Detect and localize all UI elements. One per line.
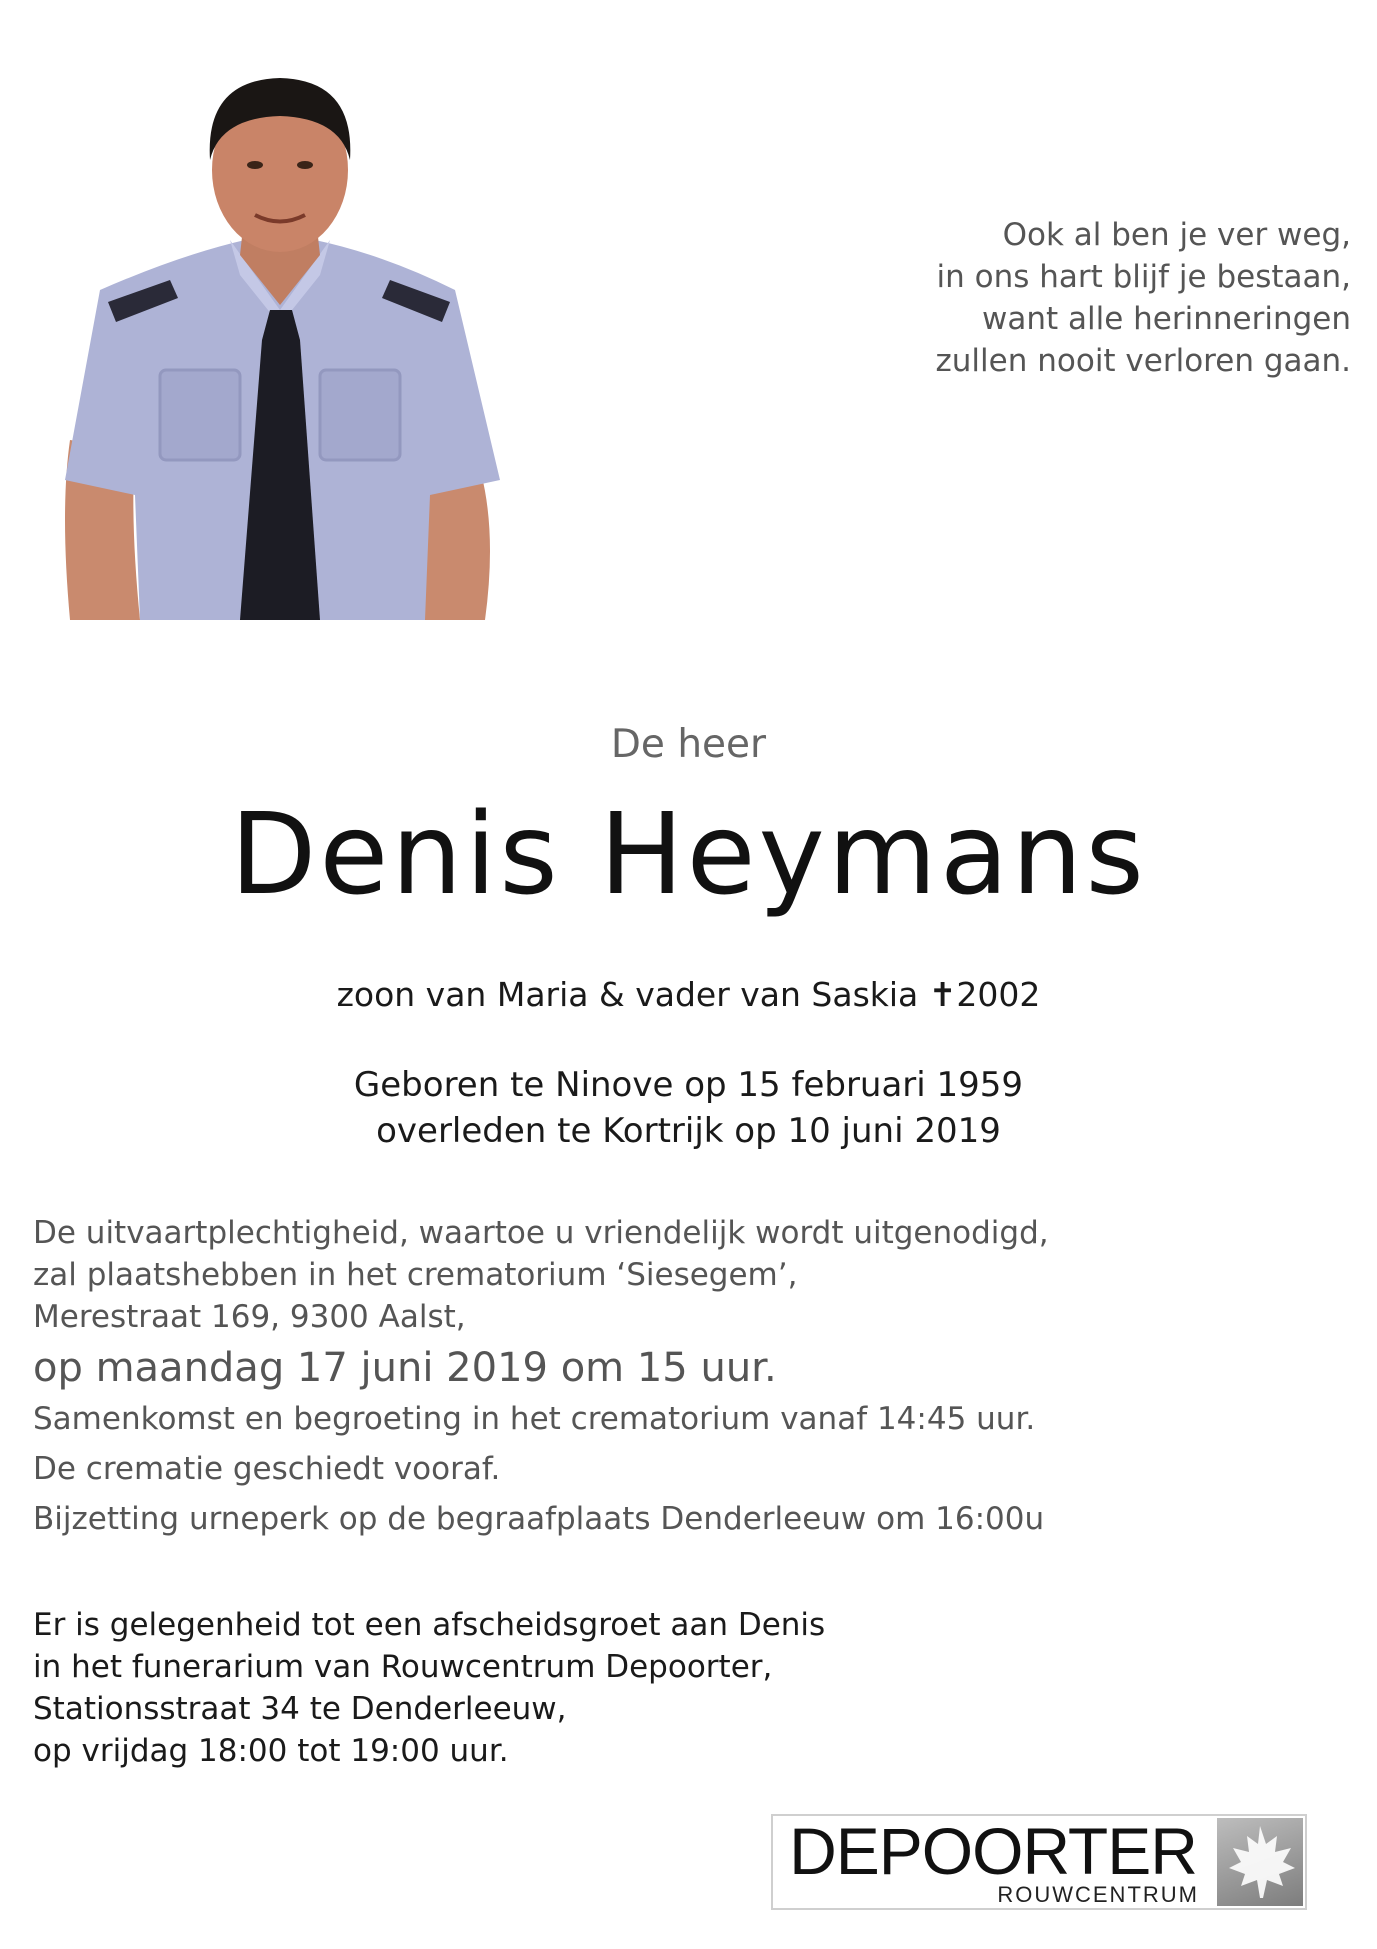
deceased-name: Denis Heymans (230, 790, 1147, 920)
farewell-time: op vrijdag 18:00 tot 19:00 uur. (33, 1733, 509, 1769)
memorial-poem (791, 214, 1351, 382)
farewell-info (33, 1604, 1333, 1772)
gathering-info: Samenkomst en begroeting in het crematorium vanaf 14:45 uur. (33, 1401, 1036, 1437)
farewell-line: Er is gelegenheid tot een afscheidsgroet aan Denis (33, 1607, 826, 1643)
logo-brand: DEPOORTER (789, 1814, 1197, 1888)
farewell-address: Stationsstraat 34 te Denderleeuw, (33, 1691, 567, 1727)
burial-info: Bijzetting urneperk op de begraafplaats Denderleeuw om 16:00u (33, 1501, 1045, 1537)
honorific: De heer (610, 722, 767, 767)
poem-line: in ons hart blijf je bestaan, (936, 259, 1351, 295)
death-line: overleden te Kortrijk op 10 juni 2019 (376, 1111, 1001, 1151)
birth-line: Geboren te Ninove op 15 februari 1959 (353, 1065, 1024, 1105)
ceremony-line: zal plaatshebben in het crematorium ‘Siesegem’, (33, 1257, 798, 1293)
funeral-home-logo (771, 1814, 1307, 1910)
ceremony-address: Merestraat 169, 9300 Aalst, (33, 1299, 466, 1335)
poem-line: zullen nooit verloren gaan. (935, 343, 1351, 379)
logo-subtitle: ROUWCENTRUM (997, 1882, 1199, 1907)
poem-line: Ook al ben je ver weg, (1002, 217, 1351, 253)
family-relations: zoon van Maria & vader van Saskia ✝2002 (336, 975, 1041, 1014)
ceremony-date: op maandag 17 juni 2019 om 15 uur. (33, 1345, 777, 1391)
life-dates (0, 1062, 1377, 1154)
farewell-line: in het funerarium van Rouwcentrum Depoorter, (33, 1649, 773, 1685)
ceremony-info (33, 1212, 1333, 1544)
portrait-photo (30, 40, 530, 620)
ceremony-line: De uitvaartplechtigheid, waartoe u vriendelijk wordt uitgenodigd, (33, 1215, 1049, 1251)
maple-leaf-icon (1217, 1818, 1303, 1906)
cremation-info: De crematie geschiedt vooraf. (33, 1451, 501, 1487)
poem-line: want alle herinneringen (981, 301, 1351, 337)
